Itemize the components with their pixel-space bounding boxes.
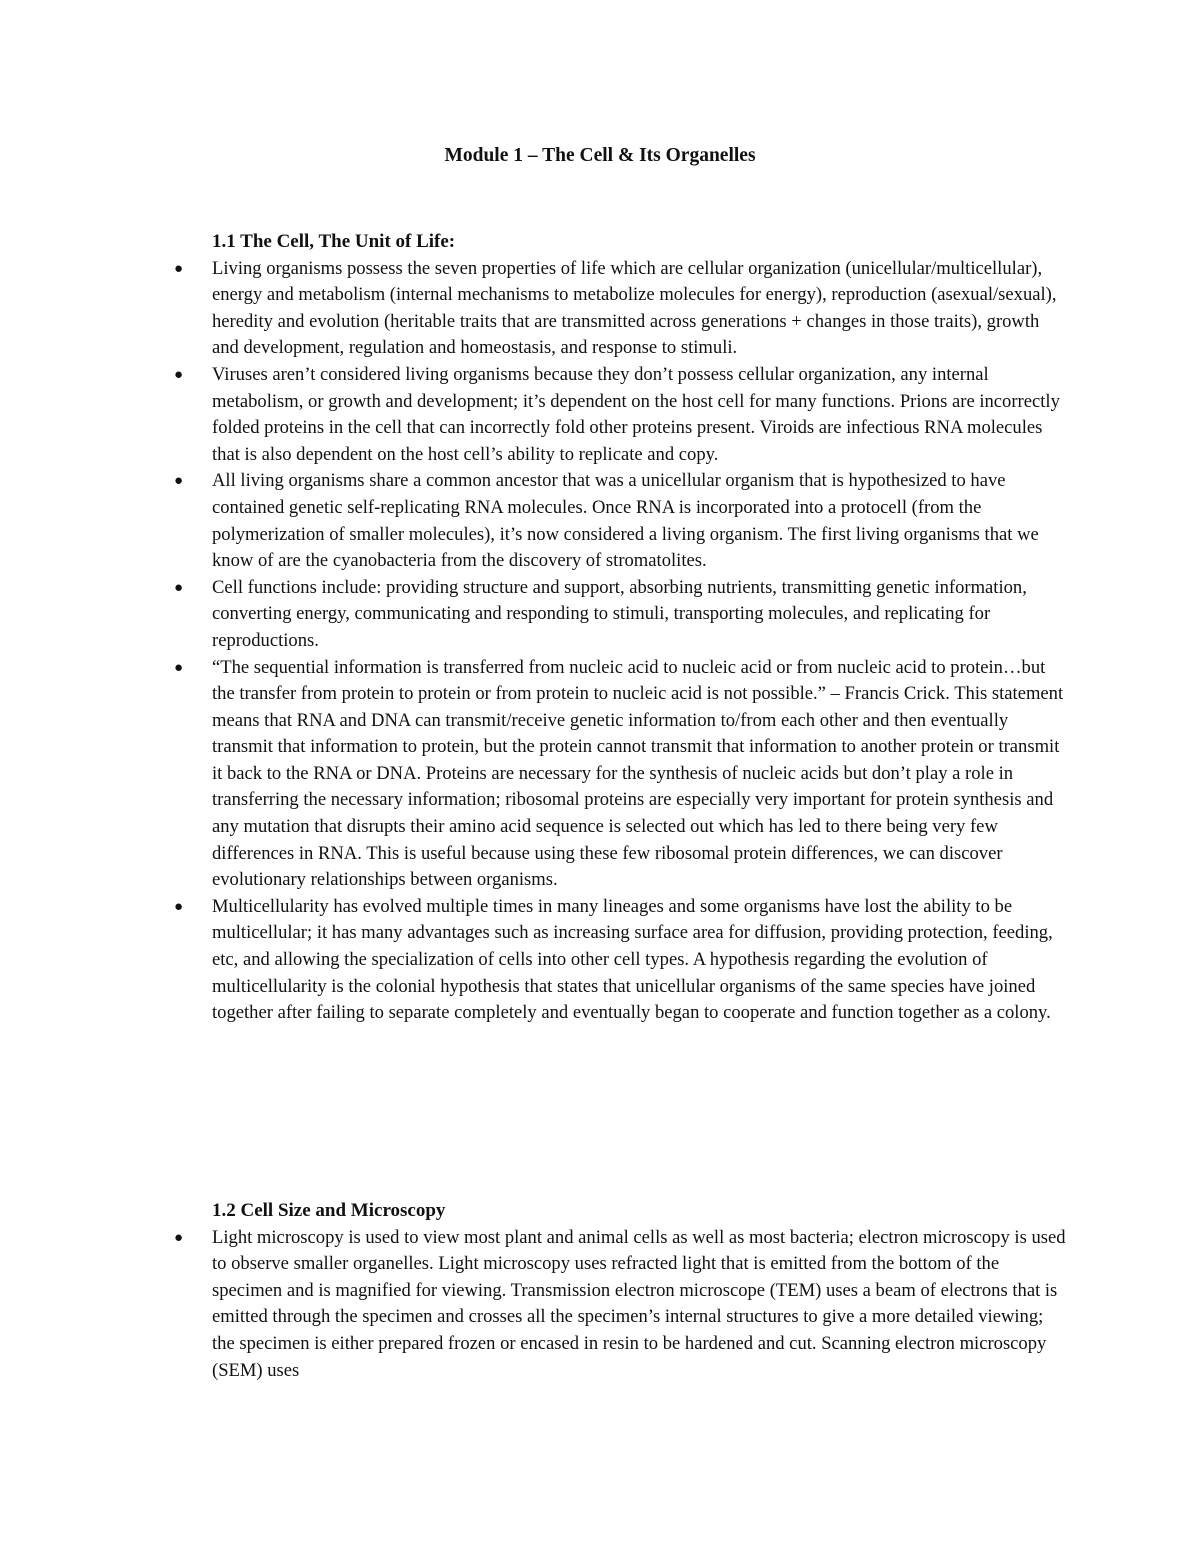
page-title: Module 1 – The Cell & Its Organelles bbox=[444, 145, 756, 166]
bullet-icon: ● bbox=[174, 579, 184, 596]
list-item bbox=[168, 1225, 1068, 1385]
list-item bbox=[168, 468, 1068, 574]
list-item bbox=[168, 575, 1068, 655]
bullet-text: Light microscopy is used to view most plant and animal cells as well as most bacteria; electron microscopy is used to observe smaller organelles. Light microscopy uses refracted light that is emitted from the bottom of the specimen and is magnified for viewing. Transmission electron microscope (TEM) uses a beam of electrons that is emitted through the specimen and crosses all the specimen’s internal structures to give a more detailed viewing; the specimen is either prepared frozen or encased in resin to be hardened and cut. Scanning electron microscopy (SEM) uses bbox=[212, 1226, 1066, 1381]
bullet-icon: ● bbox=[174, 898, 184, 915]
bullet-icon: ● bbox=[174, 659, 184, 676]
bullet-icon: ● bbox=[174, 473, 184, 490]
section-heading: 1.1 The Cell, The Unit of Life: bbox=[212, 231, 456, 252]
list-item bbox=[168, 256, 1068, 362]
bullet-icon: ● bbox=[174, 366, 184, 383]
bullet-text: All living organisms share a common ancestor that was a unicellular organism that is hypothesized to have contained genetic self-replicating RNA molecules. Once RNA is incorporated into a protocell (from the polymerization of smaller molecules), it’s now considered a living organism. The first living organisms that we know of are the cyanobacteria from the discovery of stromatolites. bbox=[212, 470, 1039, 572]
bullet-icon: ● bbox=[174, 260, 184, 277]
section-cell-unit-of-life bbox=[168, 229, 1068, 1027]
bullet-text: Living organisms possess the seven properties of life which are cellular organization (unicellular/multicellular), energy and metabolism (internal mechanisms to metabolize molecules for energy), reproduction (asexual/sexual), heredity and evolution (heritable traits that are transmitted across generations + changes in those traits), growth and development, regulation and homeostasis, and response to stimuli. bbox=[212, 257, 1057, 359]
bullet-text: “The sequential information is transferred from nucleic acid to nucleic acid or from nucleic acid to protein…but the transfer from protein to protein or from protein to nucleic acid is not possible.” – Francis Crick. This statement means that RNA and DNA can transmit/receive genetic information to/from each other and then eventually transmit that information to protein, but the protein cannot transmit that information to another protein or transmit it back to the RNA or DNA. Proteins are necessary for the synthesis of nucleic acids but don’t play a role in transferring the necessary information; ribosomal proteins are especially very important for protein synthesis and any mutation that disrupts their amino acid sequence is selected out which has led to there being very few differences in RNA. This is useful because using these few ribosomal protein differences, we can discover evolutionary relationships between organisms. bbox=[212, 656, 1064, 891]
bullet-list bbox=[168, 1225, 1068, 1385]
bullet-text: Multicellularity has evolved multiple times in many lineages and some organisms have lost the ability to be multicellular; it has many advantages such as increasing surface area for diffusion, providing protection, feeding, etc, and allowing the specialization of cells into other cell types. A hypothesis regarding the evolution of multicellularity is the colonial hypothesis that states that unicellular organisms of the same species have joined together after failing to separate completely and eventually began to cooperate and function together as a colony. bbox=[212, 895, 1053, 1024]
bullet-text: Viruses aren’t considered living organisms because they don’t possess cellular organization, any internal metabolism, or growth and development; it’s dependent on the host cell for many functions. Prions are incorrectly folded proteins in the cell that can incorrectly fold other proteins present. Viroids are infectious RNA molecules that is also dependent on the host cell’s ability to replicate and copy. bbox=[212, 363, 1060, 465]
section-heading: 1.2 Cell Size and Microscopy bbox=[212, 1200, 446, 1221]
bullet-icon: ● bbox=[174, 1229, 184, 1246]
list-item bbox=[168, 362, 1068, 468]
section-cell-size-microscopy bbox=[168, 1198, 1068, 1384]
list-item bbox=[168, 894, 1068, 1027]
bullet-text: Cell functions include: providing structure and support, absorbing nutrients, transmitting genetic information, converting energy, communicating and responding to stimuli, transporting molecules, and replicating for reproductions. bbox=[212, 576, 1027, 651]
list-item bbox=[168, 655, 1068, 894]
bullet-list bbox=[168, 256, 1068, 1027]
